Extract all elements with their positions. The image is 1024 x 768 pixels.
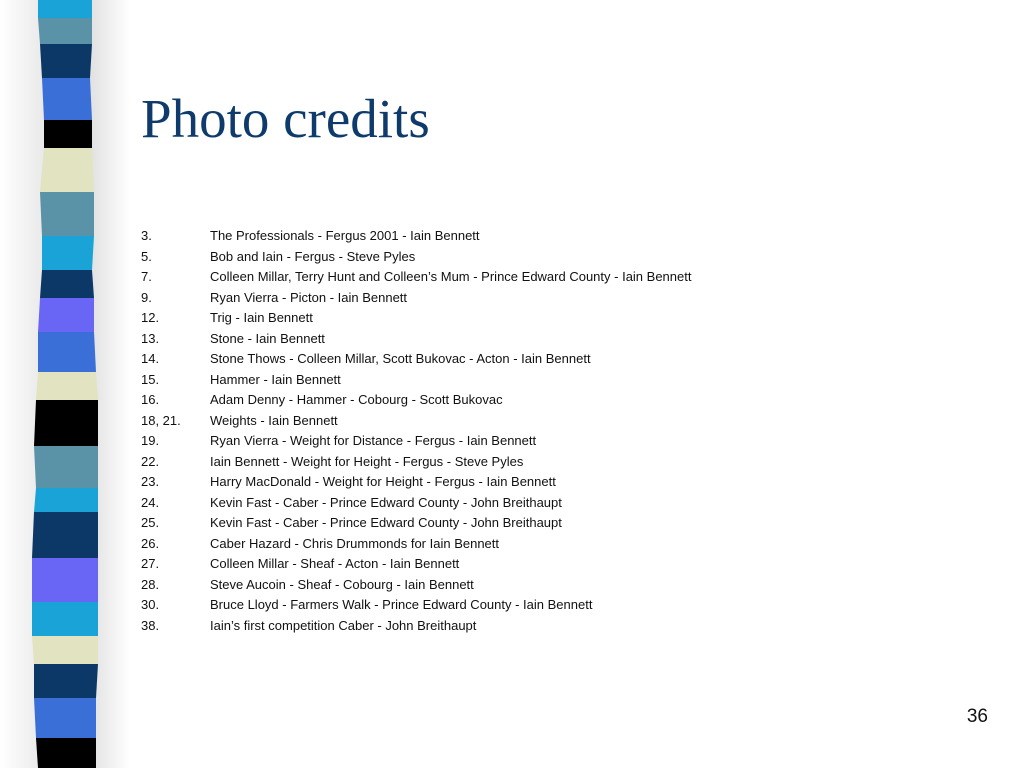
credit-row [141, 472, 1001, 493]
credit-text: Adam Denny - Hammer - Cobourg - Scott Bukovac [210, 392, 503, 407]
credit-number: 26. [141, 535, 160, 551]
stripe-block [40, 44, 92, 78]
stripe-block [32, 512, 98, 558]
credit-text: Bruce Lloyd - Farmers Walk - Prince Edward County - Iain Bennett [210, 597, 593, 612]
credit-text: The Professionals - Fergus 2001 - Iain Bennett [210, 228, 480, 243]
stripe-block [32, 558, 98, 602]
credit-text: Bob and Iain - Fergus - Steve Pyles [210, 248, 416, 264]
credit-text: Weights - Iain Bennett [210, 412, 338, 428]
credit-row [141, 390, 1001, 411]
credit-text: Steve Aucoin - Sheaf - Cobourg - Iain Bennett [210, 576, 474, 592]
stripe-block [42, 78, 92, 120]
stripe-block [34, 664, 98, 698]
credit-text: Kevin Fast - Caber - Prince Edward County - John Breithaupt [210, 494, 562, 510]
credit-number: 25. [141, 515, 160, 530]
stripe-block [36, 372, 98, 400]
credit-text: Iain Bennett - Weight for Height - Fergus - Steve Pyles [210, 453, 524, 469]
stripe-graphic [0, 0, 130, 768]
credit-text: Harry MacDonald - Weight for Height - Fergus - Iain Bennett [210, 474, 556, 489]
stripe-block [40, 148, 94, 192]
page-title: Photo credits [141, 88, 430, 149]
stripe-block [34, 400, 98, 446]
credit-text: Ryan Vierra - Picton - Iain Bennett [210, 289, 408, 305]
credit-row [141, 247, 1001, 268]
credit-text: Kevin Fast - Caber - Prince Edward County - John Breithaupt [210, 515, 562, 530]
credit-row [141, 616, 1001, 637]
credit-number: 15. [141, 371, 160, 387]
stripe-block [42, 236, 94, 270]
credit-number: 22. [141, 453, 160, 469]
stripe-block [38, 332, 96, 372]
credit-number: 3. [141, 228, 152, 243]
credit-number: 5. [141, 248, 152, 264]
credit-row [141, 493, 1001, 514]
credits-list [141, 226, 1001, 636]
credit-row [141, 411, 1001, 432]
credit-row [141, 370, 1001, 391]
credit-row [141, 554, 1001, 575]
credit-text: Stone - Iain Bennett [210, 330, 325, 346]
credit-number: 7. [141, 269, 152, 284]
stripe-block [32, 636, 98, 664]
stripe-block [40, 270, 94, 298]
credit-number: 19. [141, 433, 160, 448]
credit-text: Colleen Millar - Sheaf - Acton - Iain Bennett [210, 556, 460, 571]
credit-text: Ryan Vierra - Weight for Distance - Fergus - Iain Bennett [210, 433, 537, 448]
credit-number: 14. [141, 351, 160, 366]
credit-row [141, 329, 1001, 350]
credit-number: 24. [141, 494, 160, 510]
credit-number: 13. [141, 330, 160, 346]
stripe-block [34, 488, 98, 512]
credit-text: Iain’s first competition Caber - John Breithaupt [210, 617, 477, 633]
stripe-block [36, 738, 96, 768]
stripe-block [38, 0, 92, 18]
stripe-block [40, 192, 94, 236]
credit-text: Colleen Millar, Terry Hunt and Colleen’s Mum - Prince Edward County - Iain Bennett [210, 269, 692, 284]
credit-row [141, 308, 1001, 329]
credit-number: 38. [141, 617, 160, 633]
decorative-stripe-band [0, 0, 130, 768]
stripe-block [44, 120, 92, 148]
credit-number: 27. [141, 556, 160, 571]
credit-row [141, 267, 1001, 288]
credit-number: 28. [141, 576, 160, 592]
stripe-block [38, 18, 92, 44]
credit-text: Trig - Iain Bennett [210, 310, 313, 325]
credit-text: Stone Thows - Colleen Millar, Scott Bukovac - Acton - Iain Bennett [210, 351, 591, 366]
stripe-block [38, 298, 94, 332]
credit-row [141, 349, 1001, 370]
credit-number: 18, 21. [141, 412, 181, 428]
slide-page-number: 36 [966, 706, 988, 727]
credit-number: 12. [141, 310, 160, 325]
credit-row [141, 575, 1001, 596]
credit-row [141, 452, 1001, 473]
credit-text: Caber Hazard - Chris Drummonds for Iain Bennett [210, 535, 500, 551]
credit-number: 23. [141, 474, 160, 489]
credit-row [141, 288, 1001, 309]
credit-number: 30. [141, 597, 160, 612]
stripe-block [32, 602, 98, 636]
stripe-block [34, 698, 96, 738]
credit-text: Hammer - Iain Bennett [210, 371, 341, 387]
credit-row [141, 226, 1001, 247]
stripe-block [34, 446, 98, 488]
credit-row [141, 431, 1001, 452]
credit-number: 9. [141, 289, 152, 305]
credit-row [141, 595, 1001, 616]
credit-row [141, 513, 1001, 534]
credit-row [141, 534, 1001, 555]
credit-number: 16. [141, 392, 160, 407]
